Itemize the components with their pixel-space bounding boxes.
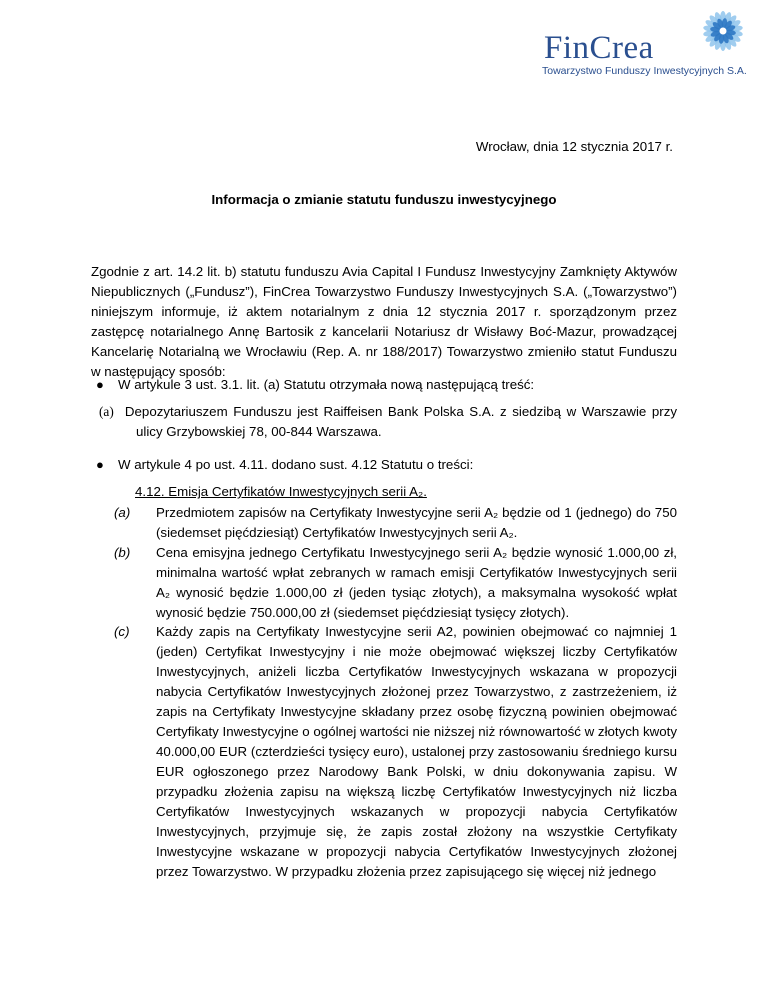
logo-subtitle: Towarzystwo Funduszy Inwestycyjnych S.A. <box>542 65 747 77</box>
bullet-icon: ● <box>96 377 104 392</box>
date-line: Wrocław, dnia 12 stycznia 2017 r. <box>475 139 673 154</box>
bullet-icon: ● <box>96 457 104 472</box>
list-item: (c) Każdy zapis na Certyfikaty Inwestycyjne serii A2, powinien obejmować co najmniej 1 (jeden) Certyfikat Inwestycyjny i nie może obejmować większej liczby Certyfikatów Inwestycyjnych, aniżeli liczba Certyfikatów Inwestycyjnych wskazana w propozycji nabycia Certyfikatów Inwestycyjnych złożonej przez Towarzystwo, z zastrzeżeniem, iż zapis na Certyfikaty Inwestycyjne składany przez osobę fizyczną powinien obejmować Certyfikaty Inwestycyjne o ogólnej wartości nie niższej niż równowartość w złotych kwoty 40.000,00 EUR (czterdzieści tysięcy euro), ustalonej przy zastosowaniu średniego kursu EUR ogłoszonego przez Narodowy Bank Polski, w dniu dokonywania zapisu. W przypadku złożenia zapisu na większą liczbę Certyfikatów Inwestycyjnych niż liczba Certyfikatów Inwestycyjnych wskazanych w propozycji nabycia Certyfikatów Inwestycyjnych, przyjmuje się, że zapis został złożony na wszystkie Certyfikaty Inwestycyjne wskazane w propozycji nabycia Certyfikatów Inwestycyjnych złożonej przez Towarzystwo. W przypadku złożenia przez zapisującego się więcej niż jednego <box>114 624 677 879</box>
sub-point-a <box>99 402 677 442</box>
list-item: (a) Przedmiotem zapisów na Certyfikaty Inwestycyjne serii A₂ będzie od 1 (jednego) do 750 (siedemset pięćdziesiąt) Certyfikatów Inwestycyjnych serii A₂. <box>114 505 677 540</box>
sub-point-label: (a) <box>99 404 114 419</box>
section-heading: 4.12. Emisja Certyfikatów Inwestycyjnych serii A₂. <box>135 484 427 499</box>
logo-wordmark: FinCrea <box>544 30 654 66</box>
document-title: Informacja o zmianie statutu funduszu inwestycyjnego <box>211 192 557 207</box>
sub-point-text: Depozytariuszem Funduszu jest Raiffeisen Bank Polska S.A. z siedzibą w Warszawie przy ulicy Grzybowskiej 78, 00-844 Warszawa. <box>124 404 677 439</box>
intro-paragraph: Zgodnie z art. 14.2 lit. b) statutu funduszu Avia Capital I Fundusz Inwestycyjny Zamknięty Aktywów Niepublicznych („Fundusz”), FinCrea Towarzystwo Funduszy Inwestycyjnych S.A. („Towarzystwo”) niniejszym informuje, iż aktem notarialnym z dnia 12 stycznia 2017 r. sporządzonym przez zastępcę notarialnego Annę Bartosik z kancelarii Notariusz dr Wisławy Boć-Mazur, prowadzącej Kancelarię Notarialną we Wrocławiu (Rep. A. nr 188/2017) Towarzystwo zmieniło statut Funduszu w następujący sposób: <box>91 264 677 379</box>
company-logo <box>540 10 760 78</box>
bullet-item-1: W artykule 3 ust. 3.1. lit. (a) Statutu otrzymała nową następującą treść: <box>118 377 535 392</box>
list-item: (b) Cena emisyjna jednego Certyfikatu Inwestycyjnego serii A₂ będzie wynosić 1.000,00 zł, minimalna wartość wpłat zebranych w ramach emisji Certyfikatów Inwestycyjnych serii A₂ wynosić będzie 1.000,00 zł (jeden tysiąc złotych), a maksymalna wysokość wpłat wynosić będzie 750.000,00 zł (siedemset pięćdziesiąt tysięcy złotych). <box>114 545 677 620</box>
bullet-item-2: W artykule 4 po ust. 4.11. dodano sust. 4.12 Statutu o treści: <box>118 457 474 472</box>
